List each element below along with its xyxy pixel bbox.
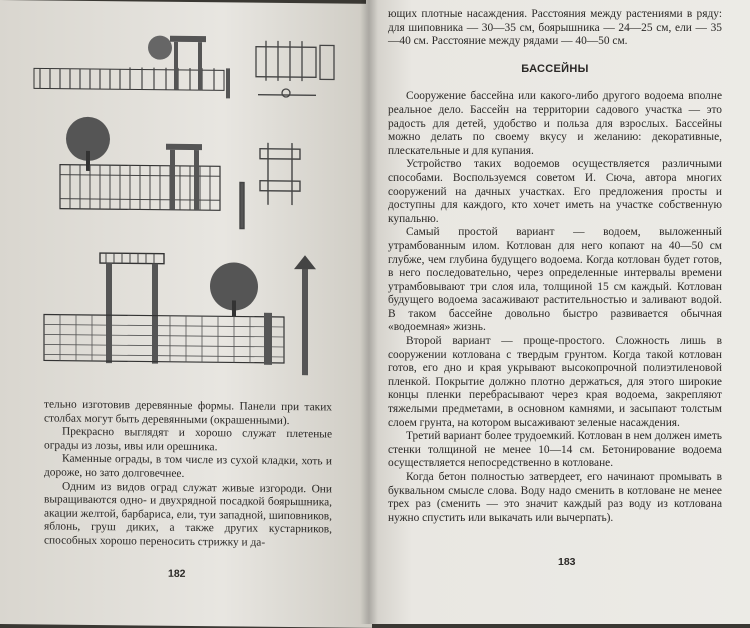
section-heading: БАССЕЙНЫ [521, 62, 589, 75]
right-page [366, 0, 750, 624]
paragraph: Второй вариант — проще-простого. Сложность лишь в сооружении котлована с твердым грунтом. Когда такой котлован готов, его дно и края укрывают высокопрочной полиэтиленовой пленкой. Покрытие должно плотно держаться, для этого широкие концы пленки перебрасывают через края водоема, закрепляют тяжелыми предметами, в основном камнями, и засыпают толстым слоем грунта, на котором высаживают зеленые насаждения. [388, 335, 722, 429]
left-page [0, 0, 372, 628]
paragraph: Третий вариант более трудоемкий. Котлован в нем должен иметь стенки толщиной не менее 10—14 см. Бетонирование водоема осуществляется непосредственно в котловане. [388, 430, 722, 470]
paragraph: Устройство таких водоемов осуществляется различными способами. Воспользуемся советом И. Сюча, автора многих сооружений на дачных участках. Его предложения просты и доступны для каждого, кто хочет иметь на участке собственную купальню. [388, 158, 722, 225]
page-number: 182 [168, 567, 186, 580]
paragraph: Прекрасно выглядят и хорошо служат плетеные ограды из лозы, ивы или орешника. [44, 425, 332, 454]
paragraph: тельно изготовив деревянные формы. Панели при таких столбах могут быть деревянными (окрашенными). [44, 398, 332, 427]
paragraph: Каменные ограды, в том числе из сухой кладки, хоть и дороже, но зато долговечнее. [44, 453, 332, 480]
left-page-text [44, 398, 332, 551]
book-gutter [360, 0, 378, 624]
paragraph: Самый простой вариант — водоем, выложенный утрамбованным илом. Котлован для него копают на 40—50 см глубже, чем глубина будущего водоема. Когда котлован будет готов, в него последовательно, через определенные интервалы времени утрамбовывают три слоя ила, толщиной 15 см каждый. Котлован будущего водоема засаживают растительностью и заливают водой. В таком бассейне довольно быстро развивается обычная «водоемная» жизнь. [388, 226, 722, 334]
fence-illustration-bottom [40, 244, 330, 383]
right-page-text [388, 8, 722, 525]
paragraph: Сооружение бассейна или какого-либо другого водоема вполне реальное дело. Бассейн на территории садового участка — это радость для детей, удобство и польза для взрослых. Бассейны можно делать по своему вкусу и желанию: декоративные, плескательные и для купания. [388, 90, 722, 157]
fence-illustration-middle [56, 111, 316, 234]
paragraph: ющих плотные насаждения. Расстояния между растениями в ряду: для шиповника — 30—35 см, боярышника — 24—25 см, ели — 35—40 см. Расстояние между рядами — 40—50 см. [388, 8, 722, 48]
paragraph: Одним из видов оград служат живые изгороди. Они выращиваются одно- и двухрядной посадкой боярышника, акации желтой, барбариса, ели, туи западной, шиповников, яблонь, груш диких, а также других кустарников, способных хорошо переносить стрижку и да- [44, 480, 332, 549]
paragraph: Когда бетон полностью затвердеет, его начинают промывать в буквальном смысле слова. Воду надо сменить в котловане не менее трех раз (сменить — это значит каждый раз воду из котлована нужно спустить или выкачать или вычерпать). [388, 471, 722, 524]
page-number: 183 [558, 556, 576, 568]
fence-illustration-top [30, 26, 350, 105]
